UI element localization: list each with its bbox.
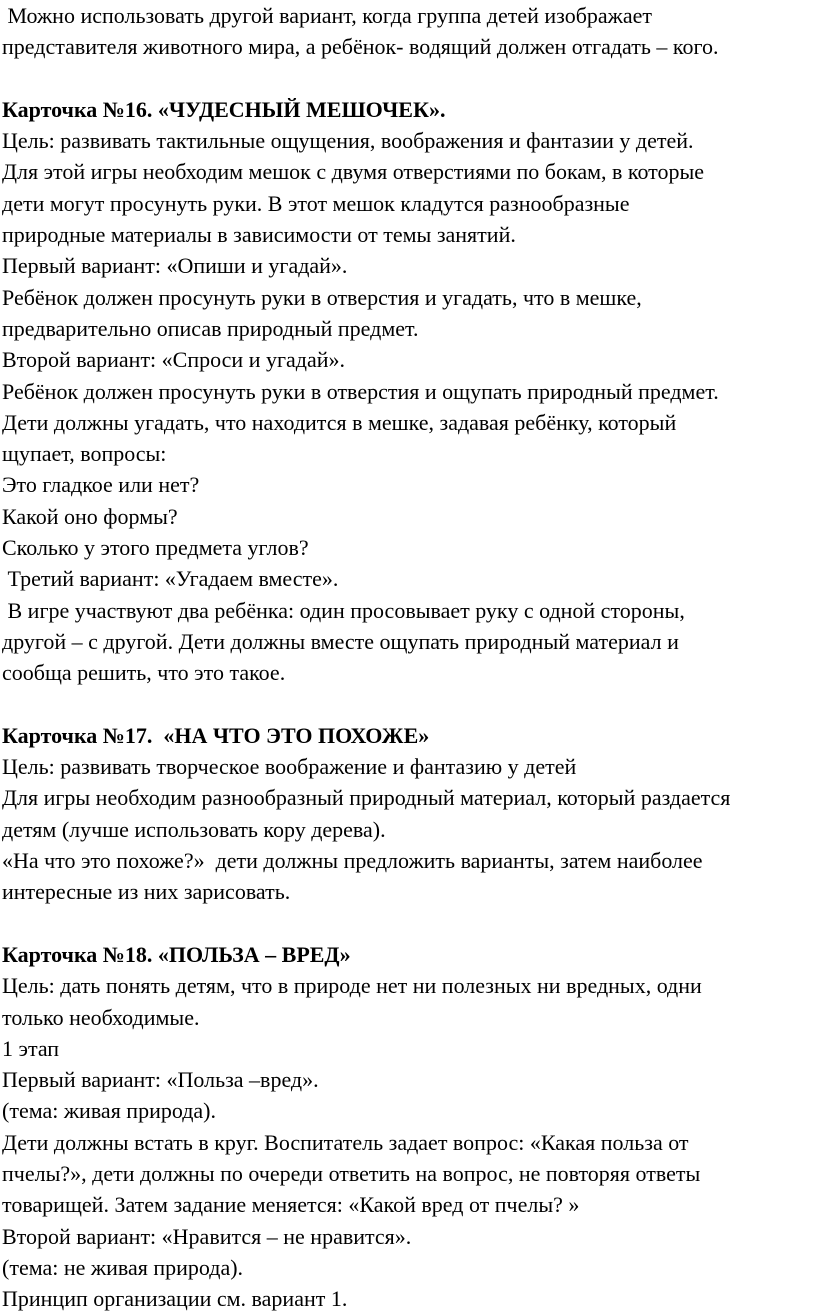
card-17-title: Карточка №17. «НА ЧТО ЭТО ПОХОЖЕ» — [2, 722, 430, 748]
text-line: щупает, вопросы: — [2, 441, 167, 467]
text-line: Цель: развивать творческое воображение и фантазию у детей — [2, 754, 577, 780]
intro-paragraph — [2, 0, 816, 63]
text-line: Принцип организации см. вариант 1. — [2, 1286, 348, 1312]
text-line: Какой оно формы? — [2, 503, 178, 529]
text-line: Цель: развивать тактильные ощущения, воображения и фантазии у детей. — [2, 128, 694, 154]
text-line: Первый вариант: «Опиши и угадай». — [2, 253, 348, 279]
text-line: дети могут просунуть руки. В этот мешок кладутся разнообразные — [2, 190, 630, 216]
card-18-title: Карточка №18. «ПОЛЬЗА – ВРЕД» — [2, 941, 351, 967]
text-line: (тема: не живая природа). — [2, 1254, 244, 1280]
card-18-section — [2, 939, 816, 1314]
text-line: пчелы?», дети должны по очереди ответить на вопрос, не повторяя ответы — [2, 1160, 701, 1186]
text-line: 1 этап — [2, 1035, 60, 1061]
text-line: только необходимые. — [2, 1004, 200, 1030]
blank-line — [2, 63, 816, 94]
text-line: В игре участвуют два ребёнка: один просовывает руку с одной стороны, — [2, 597, 685, 623]
text-line: детям (лучше использовать кору дерева). — [2, 816, 386, 842]
text-line: Второй вариант: «Нравится – не нравится». — [2, 1223, 412, 1249]
text-line: Ребёнок должен просунуть руки в отверстия и ощупать природный предмет. — [2, 378, 719, 404]
text-line: Для игры необходим разнообразный природный материал, который раздается — [2, 785, 731, 811]
text-line: Дети должны угадать, что находится в мешке, задавая ребёнку, который — [2, 409, 677, 435]
card-16-section — [2, 94, 816, 689]
text-line: предварительно описав природный предмет. — [2, 315, 419, 341]
card-17-section — [2, 720, 816, 908]
text-line: Можно использовать другой вариант, когда группа детей изображает — [2, 3, 653, 28]
text-line: Ребёнок должен просунуть руки в отверстия и угадать, что в мешке, — [2, 284, 642, 310]
text-line: «На что это похоже?» дети должны предложить варианты, затем наиболее — [2, 848, 703, 874]
text-line: природные материалы в зависимости от темы занятий. — [2, 222, 516, 248]
blank-line — [2, 689, 816, 720]
blank-line — [2, 908, 816, 939]
text-line: Это гладкое или нет? — [2, 472, 200, 498]
text-line: Цель: дать понять детям, что в природе нет ни полезных ни вредных, одни — [2, 973, 702, 999]
text-line: товарищей. Затем задание меняется: «Какой вред от пчелы? » — [2, 1192, 580, 1218]
text-line: Второй вариант: «Спроси и угадай». — [2, 347, 345, 373]
card-16-title: Карточка №16. «ЧУДЕСНЫЙ МЕШОЧЕК». — [2, 96, 446, 122]
text-line: Для этой игры необходим мешок с двумя отверстиями по бокам, в которые — [2, 159, 705, 185]
text-line: другой – с другой. Дети должны вместе ощупать природный материал и — [2, 628, 679, 654]
text-line: (тема: живая природа). — [2, 1098, 217, 1124]
text-line: Дети должны встать в круг. Воспитатель задает вопрос: «Какая польза от — [2, 1129, 689, 1155]
text-line: интересные из них зарисовать. — [2, 879, 291, 905]
text-line: Сколько у этого предмета углов? — [2, 535, 309, 561]
text-line: сообща решить, что это такое. — [2, 660, 286, 686]
text-line: Первый вариант: «Польза –вред». — [2, 1067, 319, 1093]
text-line: Третий вариант: «Угадаем вместе». — [2, 566, 339, 592]
text-line: представителя животного мира, а ребёнок- водящий должен отгадать – кого. — [2, 34, 719, 60]
